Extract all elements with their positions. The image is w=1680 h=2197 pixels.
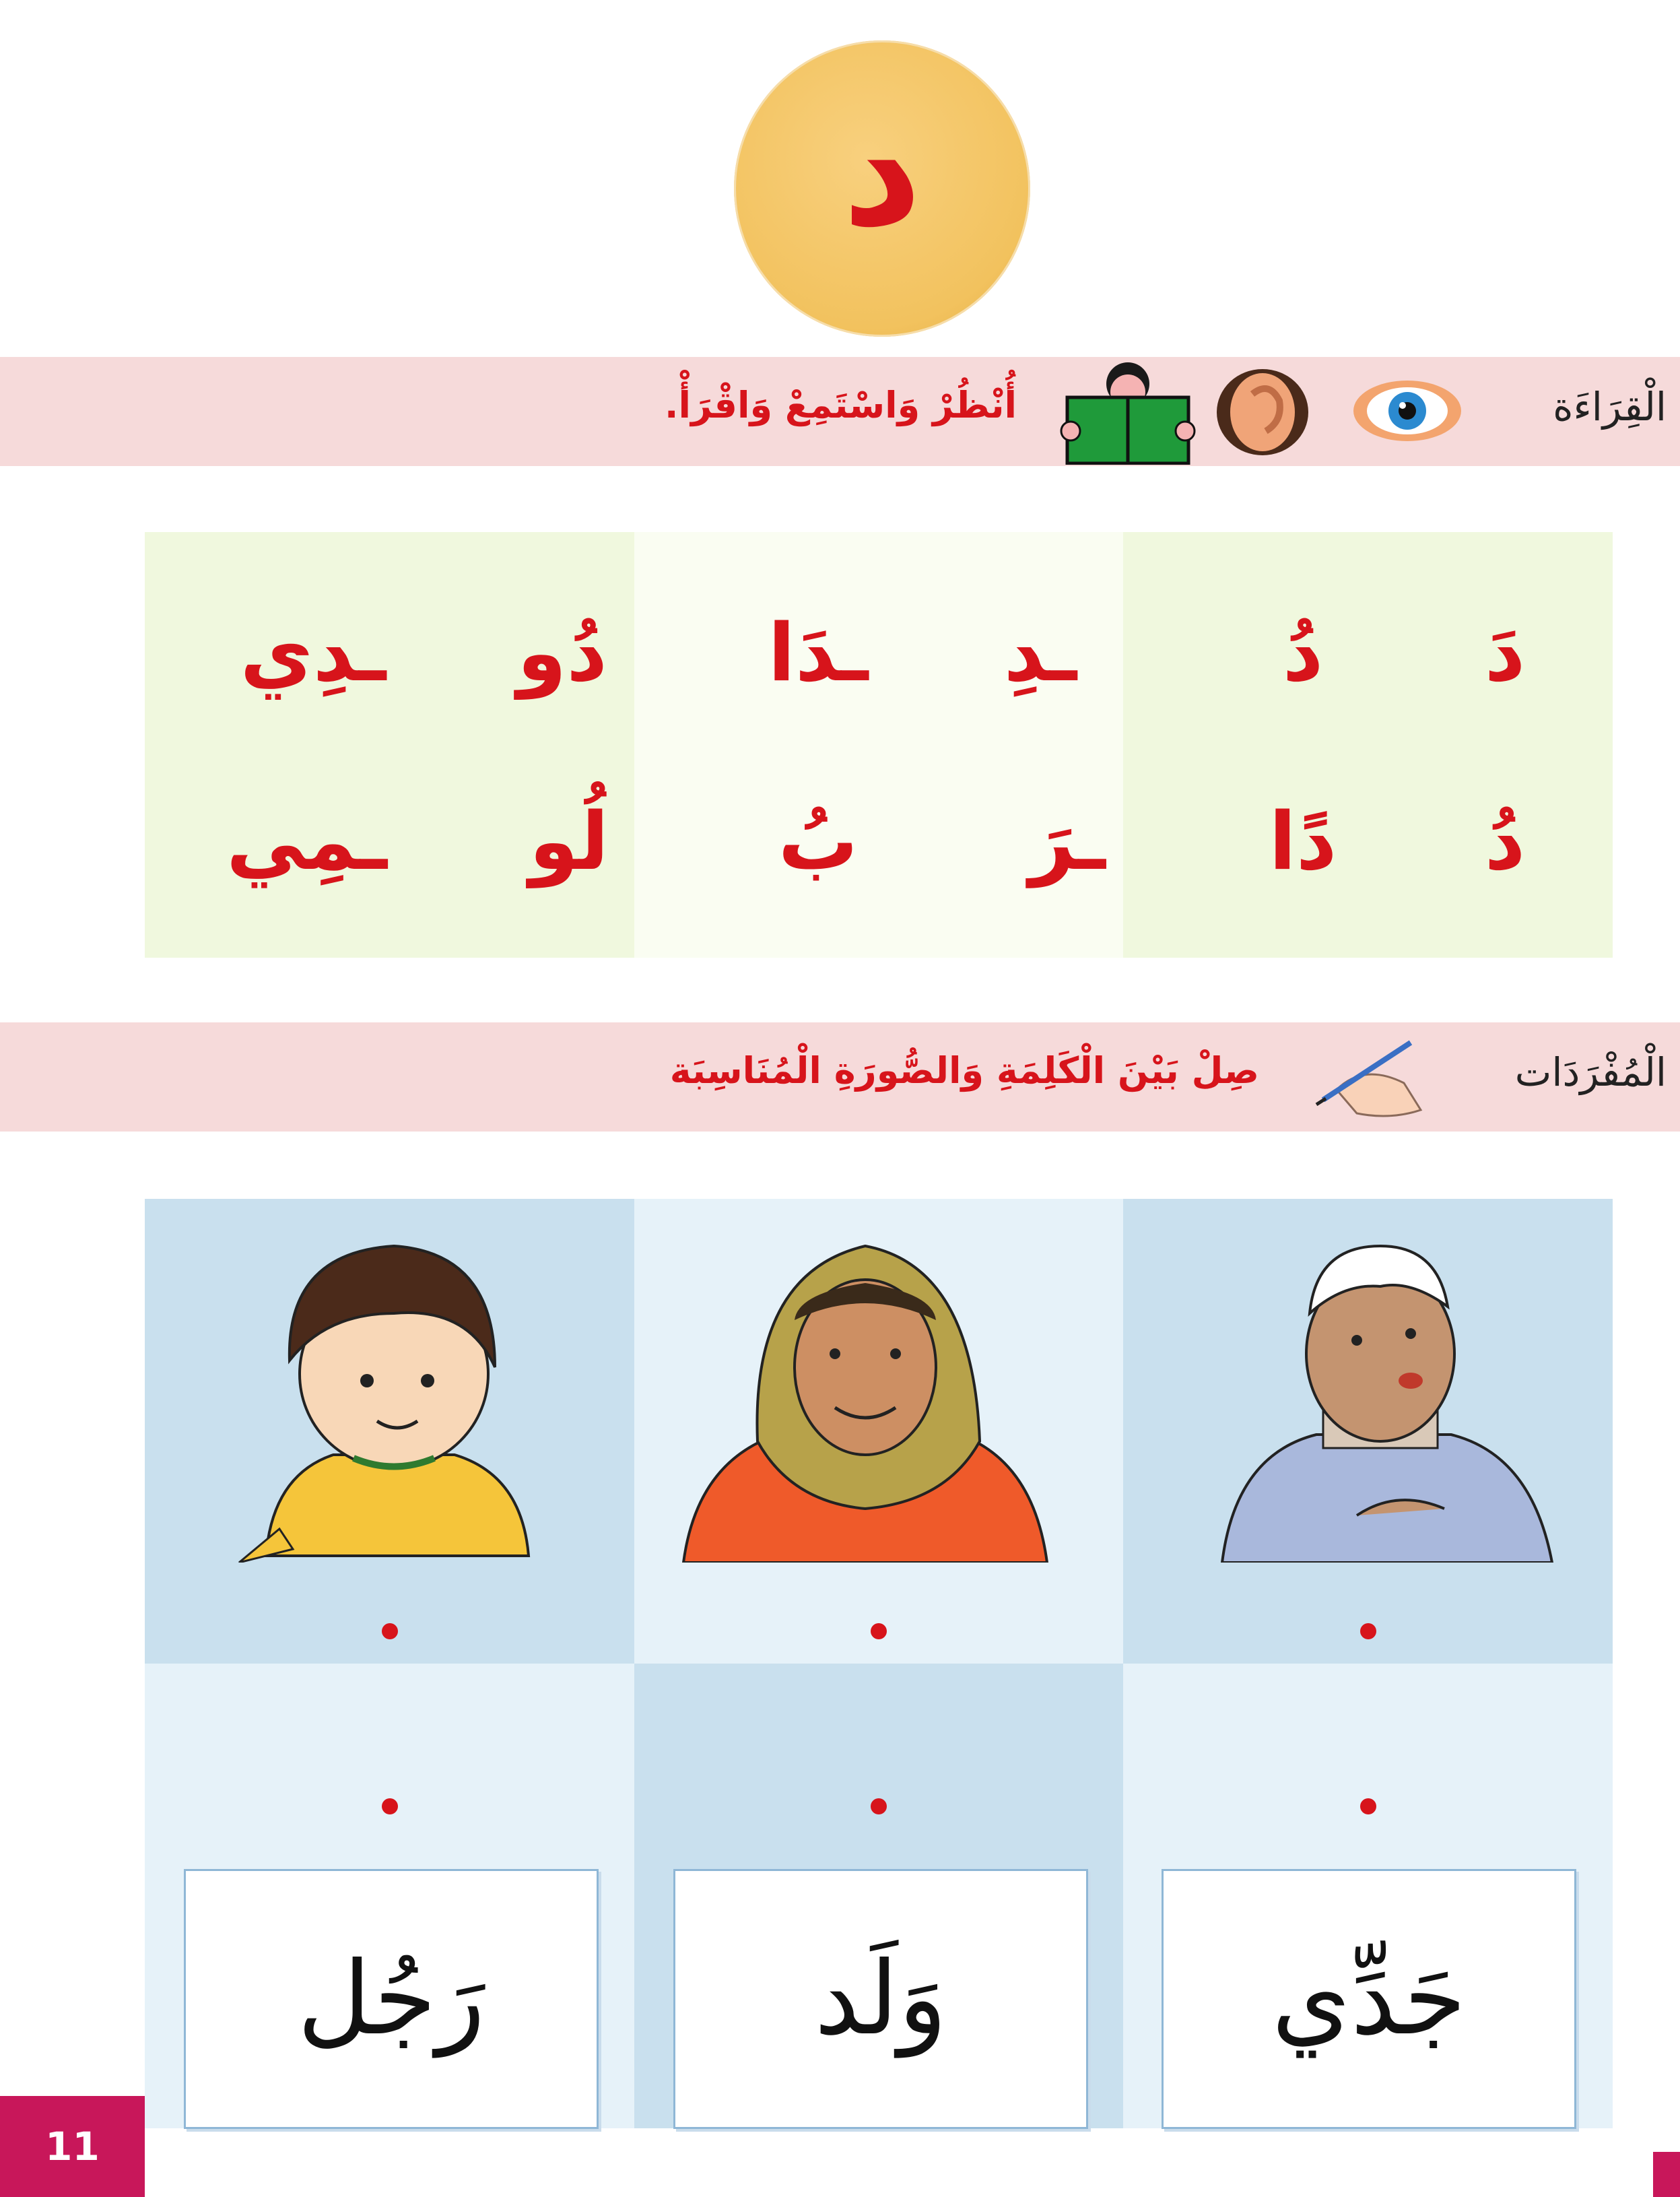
match-dot-picture[interactable] [871, 1623, 887, 1639]
page-number-tab [0, 2096, 145, 2197]
vocabulary-section-header [0, 1022, 1680, 1132]
boy-picture[interactable] [226, 1212, 562, 1563]
syllable: بُ [778, 795, 859, 888]
syllable: دُ [1282, 606, 1324, 699]
reading-column [634, 532, 1123, 958]
syllable: دُ [1484, 795, 1526, 888]
writing-hand-icon [1310, 1036, 1431, 1120]
page-number: 11 [45, 2124, 100, 2169]
word-text: رَجُل [297, 1940, 485, 2058]
letter-title: د [842, 81, 922, 261]
eye-icon [1350, 374, 1465, 448]
reading-title: الْقِرَاءَة [1553, 384, 1667, 430]
reading-section-header [0, 357, 1680, 466]
syllable: ـرَ [1029, 795, 1106, 888]
letter-badge [734, 40, 1030, 337]
word-card[interactable] [673, 1869, 1088, 2129]
syllable: ـدَا [768, 606, 869, 699]
reading-child-icon [1057, 357, 1199, 465]
word-card[interactable] [184, 1869, 599, 2129]
reading-column [1123, 532, 1613, 958]
syllable: ـمِي [226, 795, 387, 888]
match-dot-picture[interactable] [382, 1623, 398, 1639]
word-card[interactable] [1162, 1869, 1576, 2129]
syllable: دُو [517, 606, 607, 699]
reading-column [145, 532, 634, 958]
match-dot-word[interactable] [871, 1798, 887, 1814]
syllable: لُو [529, 795, 609, 888]
reading-grid [145, 532, 1613, 958]
syllable: ـدِ [1003, 606, 1077, 699]
match-dot-word[interactable] [1360, 1798, 1376, 1814]
vocabulary-instruction: صِلْ بَيْنَ الْكَلِمَةِ وَالصُّورَةِ الْمُنَاسِبَة [669, 1049, 1259, 1092]
syllable: دَ [1484, 606, 1526, 699]
ear-icon [1215, 367, 1310, 458]
grandfather-picture[interactable] [1209, 1219, 1559, 1563]
word-text: وَلَد [814, 1940, 947, 2058]
word-text: جَدِّي [1271, 1940, 1467, 2058]
woman-picture[interactable] [677, 1219, 1054, 1563]
reading-instruction: أُنْظُرْ وَاسْتَمِعْ وَاقْرَأْ. [665, 384, 1017, 426]
match-dot-word[interactable] [382, 1798, 398, 1814]
match-dot-picture[interactable] [1360, 1623, 1376, 1639]
syllable: ـدِي [240, 606, 387, 699]
vocabulary-grid [145, 1199, 1613, 2128]
vocabulary-title: الْمُفْرَدَات [1514, 1049, 1667, 1095]
corner-tab [1653, 2152, 1680, 2197]
syllable: دًا [1269, 795, 1337, 888]
